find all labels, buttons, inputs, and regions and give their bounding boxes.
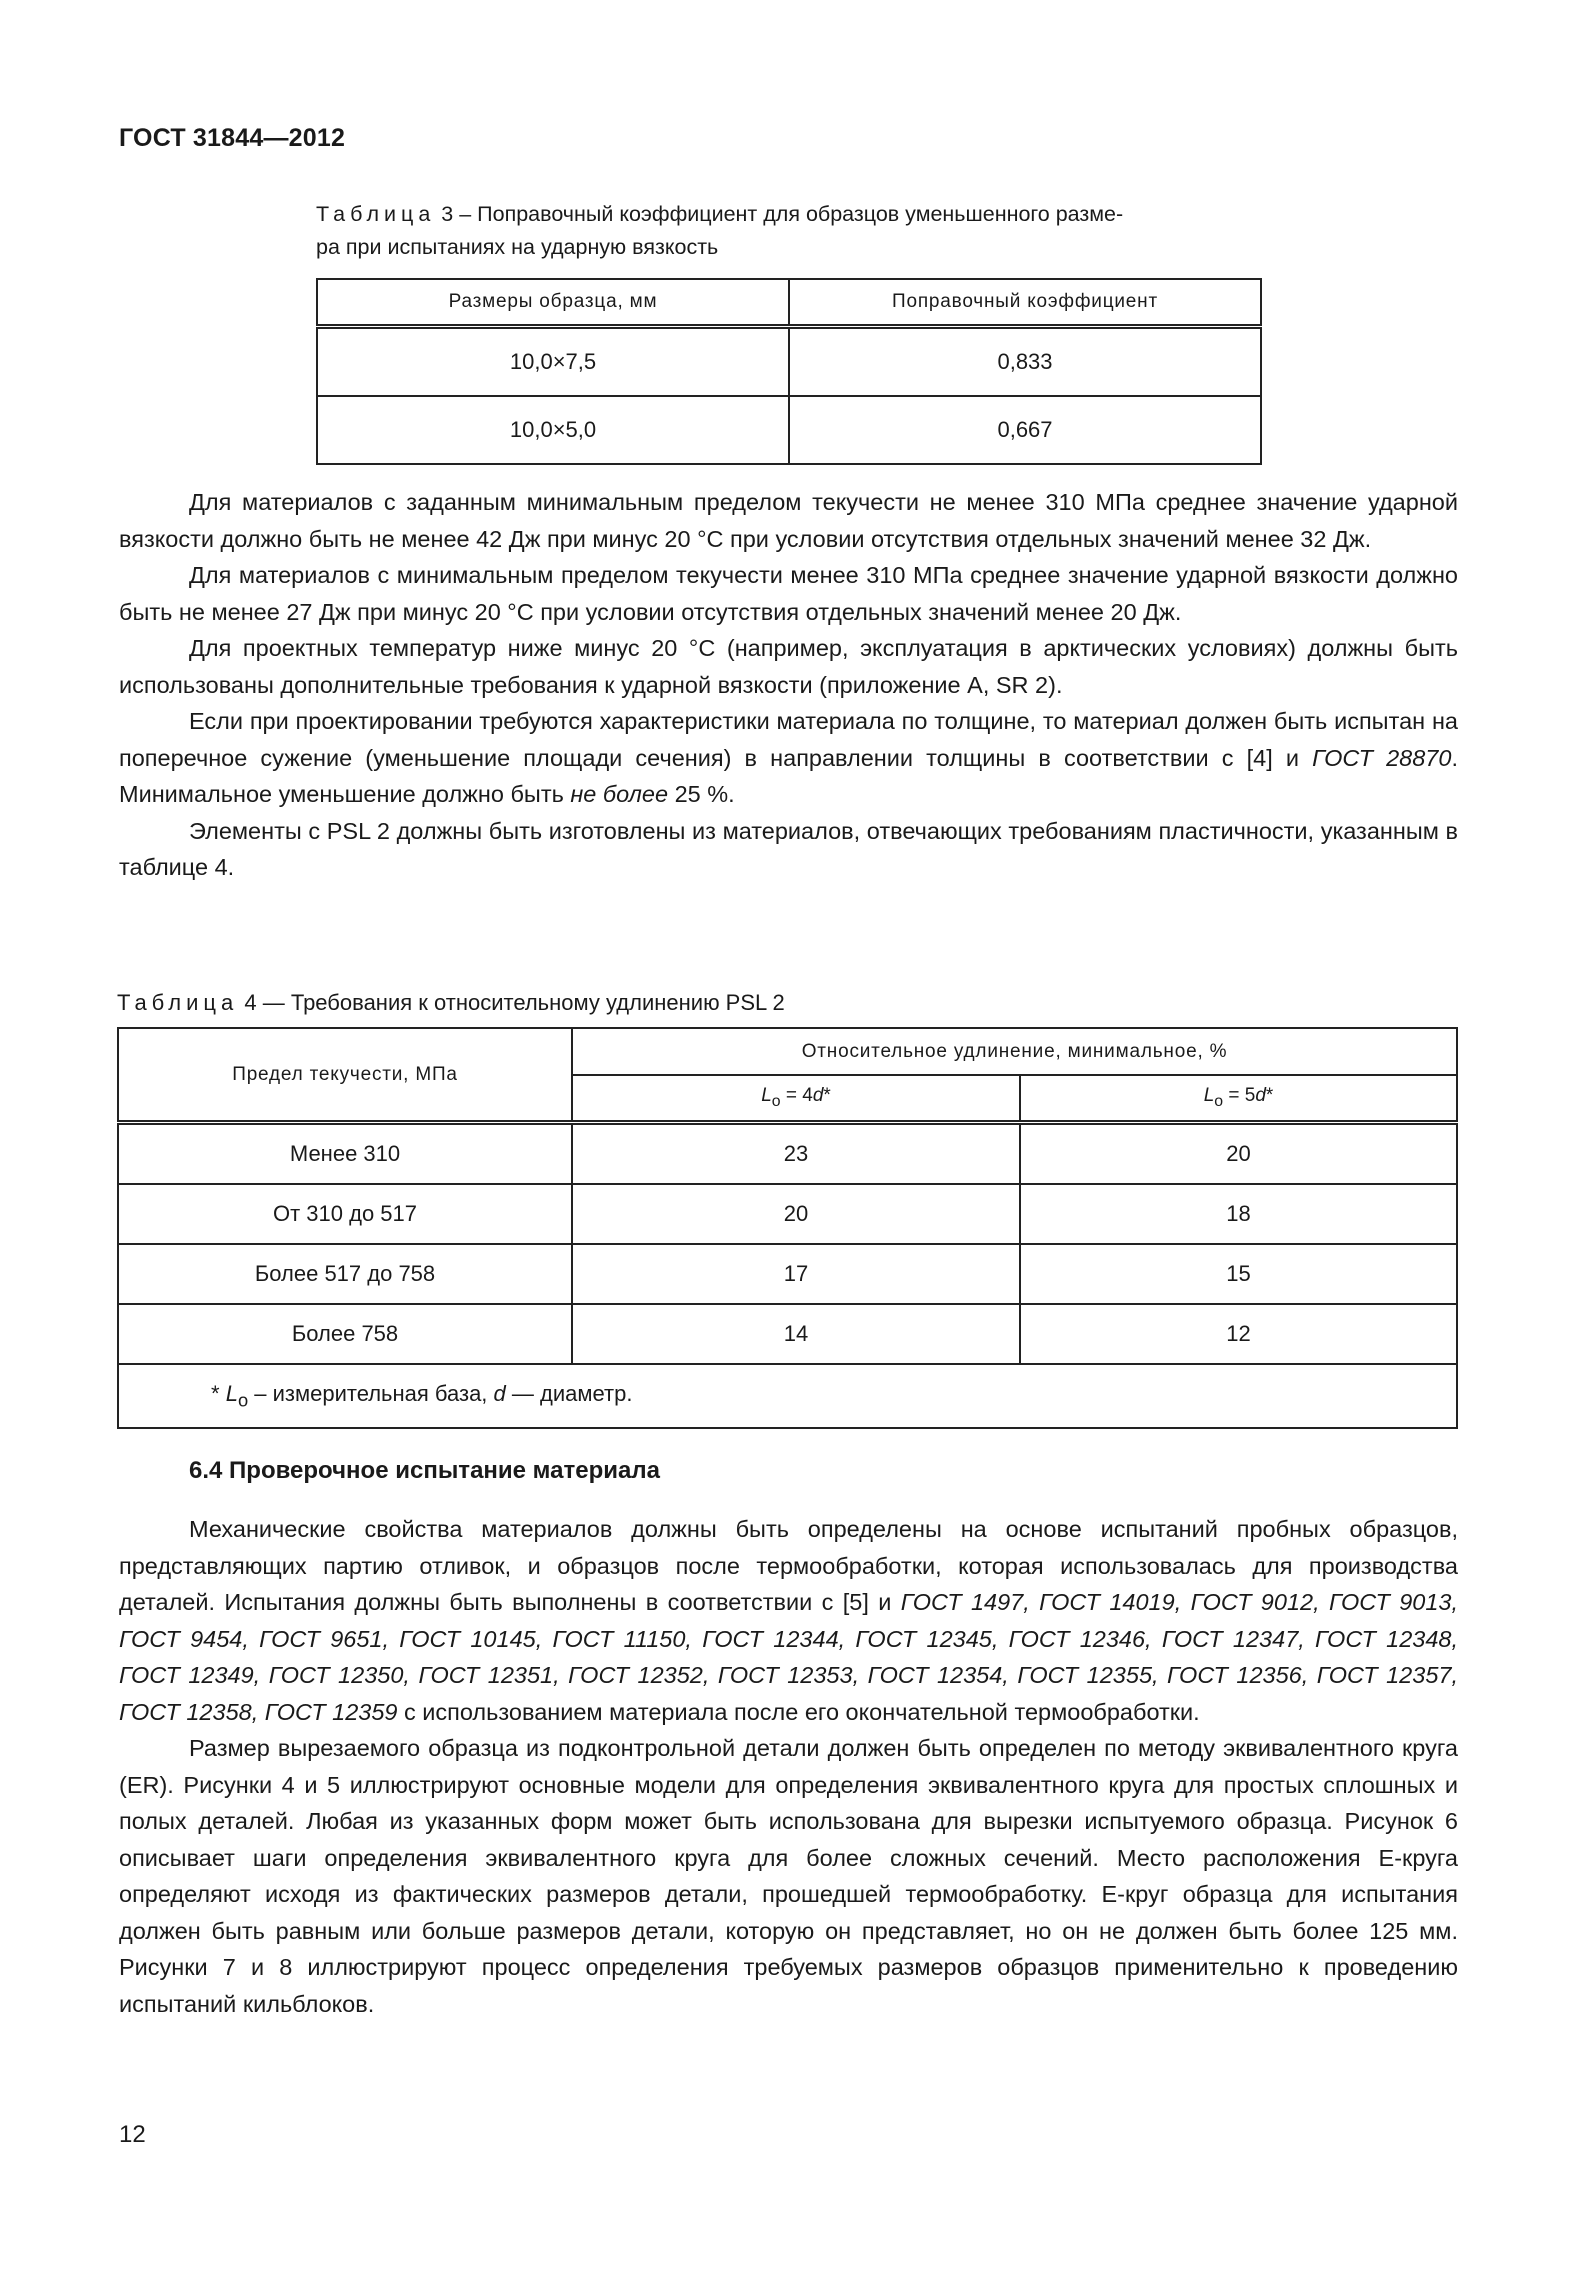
paragraph: Элементы с PSL 2 должны быть изготовлены из материалов, отвечающих требованиям пластичности, указанным в таблице 4. <box>119 817 1458 880</box>
table4-header-group-cell: Относительное удлинение, минимальное, % <box>572 1028 1457 1075</box>
table-cell: 20 <box>572 1184 1020 1244</box>
table-cell: 23 <box>572 1123 1020 1185</box>
text-run: . Минимальное уменьшение должно быть <box>119 744 1458 807</box>
table-row <box>118 1244 1457 1304</box>
paragraph: Для проектных температур ниже минус 20 °С (например, эксплуатация в арктических условиях) должны быть использованы дополнительные требования к ударной вязкости (приложение А, SR 2). <box>119 635 1458 698</box>
paragraph <box>119 1511 1458 1730</box>
table-cell: Менее 310 <box>118 1123 572 1185</box>
symbol: L <box>761 1085 772 1107</box>
table4-subheader-cell <box>1020 1075 1457 1123</box>
table-row <box>118 1123 1457 1185</box>
table-cell: 10,0×7,5 <box>317 327 789 397</box>
page-number: 12 <box>119 2121 146 2148</box>
standard-references: ГОСТ 1497, ГОСТ 14019, ГОСТ 9012, ГОСТ 9013, ГОСТ 9454, ГОСТ 9651, ГОСТ 10145, ГОСТ 11150, ГОСТ 12344, ГОСТ 12345, ГОСТ 12346, ГОСТ 12347, ГОСТ 12348, ГОСТ 12349, ГОСТ 12350, ГОСТ 12351, ГОСТ 12352, ГОСТ 12353, ГОСТ 12354, ГОСТ 12355, ГОСТ 12356, ГОСТ 12357, ГОСТ 12358, ГОСТ 12359 <box>119 1589 1458 1725</box>
table3-header-cell: Поправочный коэффициент <box>789 279 1261 327</box>
symbol: L <box>225 1380 238 1406</box>
table3-caption-label: Таблица <box>316 202 436 226</box>
subscript: o <box>237 1389 249 1411</box>
table4 <box>117 1027 1458 1429</box>
table4-header-cell: Предел текучести, МПа <box>118 1028 572 1123</box>
symbol: L <box>1203 1085 1215 1107</box>
body-text-block-2 <box>119 1511 1458 2022</box>
text-run: с использованием материала после его окончательной термообработки. <box>397 1698 1200 1725</box>
table3-caption-text-1: – Поправочный коэффициент для образцов уменьшенного разме- <box>453 202 1124 226</box>
footnote-mark: * <box>1265 1085 1274 1107</box>
table-cell: Более 517 до 758 <box>118 1244 572 1304</box>
paragraph: Размер вырезаемого образца из подконтрольной детали должен быть определен по методу эквивалентного круга (ER). Рисунки 4 и 5 иллюстрируют основные модели для определения эквивалентного круга для простых сплошных и полых деталей. Любая из указанных форм может быть использована для вырезки испытуемого образца. Рисунок 6 описывает шаги определения эквивалентного круга для более сложных сечений. Место расположения Е-круга определяют исходя из фактических размеров детали, прошедшей термообработку. Е-круг образца для испытания должен быть равным или больше размеров детали, которую он представляет, но он не должен быть более 125 мм. Рисунки 7 и 8 иллюстрируют процесс определения требуемых размеров образцов применительно к проведению испытаний кильблоков. <box>119 1735 1458 2017</box>
table-row <box>317 327 1261 397</box>
table-cell: 14 <box>572 1304 1020 1364</box>
table3-caption-number: 3 <box>441 202 454 226</box>
footnote-mark: * <box>823 1085 831 1107</box>
table3 <box>316 278 1262 465</box>
table-row <box>118 1184 1457 1244</box>
table-cell: 15 <box>1020 1244 1457 1304</box>
table4-caption-label: Таблица <box>117 990 239 1015</box>
table4-footnote <box>118 1364 1457 1428</box>
table-cell: От 310 до 517 <box>118 1184 572 1244</box>
footnote-mark: * <box>211 1380 226 1406</box>
symbol: d <box>493 1380 506 1406</box>
symbol: d <box>1255 1085 1266 1107</box>
table4-header-row <box>118 1028 1457 1075</box>
table3-caption-text-2: ра при испытаниях на ударную вязкость <box>316 235 719 259</box>
table-cell: 10,0×5,0 <box>317 396 789 464</box>
table4-caption <box>117 986 785 1019</box>
table-row <box>118 1304 1457 1364</box>
table-row <box>317 396 1261 464</box>
table-cell: 0,833 <box>789 327 1261 397</box>
table-cell: 20 <box>1020 1123 1457 1185</box>
symbol: d <box>812 1085 824 1107</box>
text-run: = 4 <box>780 1085 813 1107</box>
paragraph: Для материалов с заданным минимальным пределом текучести не менее 310 МПа среднее значение ударной вязкости должно быть не менее 42 Дж при минус 20 °С при условии отсутствия отдельных значений менее 32 Дж. <box>119 489 1458 552</box>
table-cell: 0,667 <box>789 396 1261 464</box>
text-run: — диаметр. <box>505 1380 633 1406</box>
text-run: 25 %. <box>668 781 735 807</box>
subscript: o <box>1214 1092 1224 1110</box>
paragraph <box>119 703 1458 813</box>
table3-header-row <box>317 279 1261 327</box>
table4-subheader-cell <box>572 1075 1020 1123</box>
text-run: Механические свойства материалов должны быть определены на основе испытаний пробных образцов, представляющих партию отливок, и образцов после термообработки, которая использовалась для производства деталей. Испытания должны быть выполнены в соответствии с [5] и <box>119 1516 1458 1615</box>
table-cell: 12 <box>1020 1304 1457 1364</box>
subscript: o <box>771 1092 781 1110</box>
section-heading: 6.4 Проверочное испытание материала <box>189 1457 660 1484</box>
text-run: – измерительная база, <box>248 1380 494 1406</box>
emphasis-text: не более <box>570 781 669 807</box>
text-run: = 5 <box>1223 1085 1256 1107</box>
table3-caption <box>316 198 1266 264</box>
table4-caption-text: — Требования к относительному удлинению PSL 2 <box>256 990 785 1015</box>
document-code-header: ГОСТ 31844—2012 <box>119 124 346 152</box>
table3-header-cell: Размеры образца, мм <box>317 279 789 327</box>
table-cell: Более 758 <box>118 1304 572 1364</box>
table-cell: 17 <box>572 1244 1020 1304</box>
text-run: Если при проектировании требуются характеристики материала по толщине, то материал должен быть испытан на поперечное сужение (уменьшение площади сечения) в направлении толщины в соответствии с [4] и <box>119 708 1458 771</box>
body-text-block-1 <box>119 484 1458 886</box>
table4-note-row <box>118 1364 1457 1428</box>
paragraph: Для материалов с минимальным пределом текучести менее 310 МПа среднее значение ударной вязкости должно быть не менее 27 Дж при минус 20 °С при условии отсутствия отдельных значений менее 20 Дж. <box>119 562 1458 625</box>
standard-reference: ГОСТ 28870 <box>1312 744 1452 771</box>
table4-caption-number: 4 <box>244 990 257 1015</box>
table-cell: 18 <box>1020 1184 1457 1244</box>
